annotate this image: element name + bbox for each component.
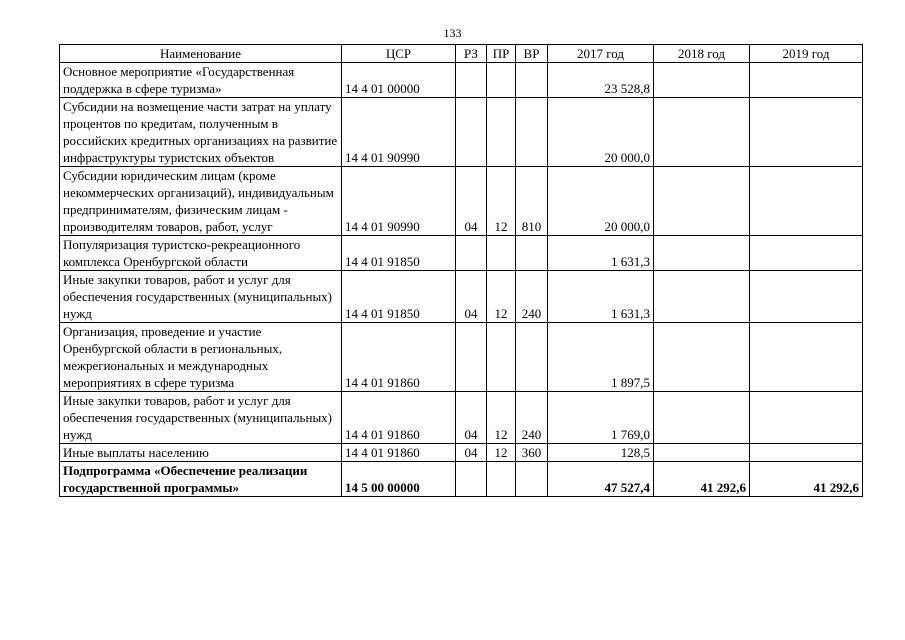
row-pr — [487, 462, 516, 497]
row-csr: 14 4 01 91860 — [342, 444, 456, 462]
row-2018 — [654, 323, 750, 392]
row-2018: 41 292,6 — [654, 462, 750, 497]
header-pr: ПР — [487, 45, 516, 63]
row-rz — [456, 236, 487, 271]
row-2018 — [654, 444, 750, 462]
row-2019 — [750, 444, 863, 462]
row-2018 — [654, 98, 750, 167]
row-2018 — [654, 236, 750, 271]
row-vr: 240 — [516, 392, 548, 444]
row-vr — [516, 63, 548, 98]
row-rz — [456, 98, 487, 167]
table-row — [60, 444, 863, 462]
row-csr: 14 5 00 00000 — [342, 462, 456, 497]
table-row-subprogram — [60, 462, 863, 497]
row-name: Подпрограмма «Обеспечение реализации государственной программы» — [60, 462, 342, 497]
row-2019 — [750, 392, 863, 444]
table-row — [60, 167, 863, 236]
page-number: 133 — [443, 26, 462, 40]
row-2019 — [750, 323, 863, 392]
row-2019 — [750, 63, 863, 98]
row-2017: 20 000,0 — [548, 167, 654, 236]
row-vr: 240 — [516, 271, 548, 323]
row-2019 — [750, 236, 863, 271]
row-pr: 12 — [487, 271, 516, 323]
header-2017: 2017 год — [548, 45, 654, 63]
row-pr — [487, 98, 516, 167]
row-pr — [487, 323, 516, 392]
row-2019 — [750, 271, 863, 323]
row-name: Субсидии на возмещение части затрат на уплату процентов по кредитам, полученным в российских кредитных организациях на развитие инфраструктуры туристских объектов — [60, 98, 342, 167]
row-2017: 1 631,3 — [548, 271, 654, 323]
row-csr: 14 4 01 00000 — [342, 63, 456, 98]
table-row — [60, 271, 863, 323]
row-vr — [516, 236, 548, 271]
header-rz: РЗ — [456, 45, 487, 63]
row-pr: 12 — [487, 392, 516, 444]
row-2019 — [750, 98, 863, 167]
table-row — [60, 63, 863, 98]
header-2018: 2018 год — [654, 45, 750, 63]
row-pr: 12 — [487, 444, 516, 462]
row-rz — [456, 323, 487, 392]
row-2017: 20 000,0 — [548, 98, 654, 167]
row-2019 — [750, 167, 863, 236]
row-vr: 360 — [516, 444, 548, 462]
header-name: Наименование — [60, 45, 342, 63]
row-vr — [516, 323, 548, 392]
row-name: Основное мероприятие «Государственная поддержка в сфере туризма» — [60, 63, 342, 98]
row-rz — [456, 462, 487, 497]
row-csr: 14 4 01 91850 — [342, 236, 456, 271]
budget-table — [59, 44, 863, 497]
row-2018 — [654, 167, 750, 236]
row-2019: 41 292,6 — [750, 462, 863, 497]
table-row — [60, 98, 863, 167]
table-row — [60, 392, 863, 444]
row-vr — [516, 98, 548, 167]
row-2017: 1 897,5 — [548, 323, 654, 392]
header-vr: ВР — [516, 45, 548, 63]
row-2018 — [654, 392, 750, 444]
table-header-row — [60, 45, 863, 63]
header-csr: ЦСР — [342, 45, 456, 63]
row-2017: 1 769,0 — [548, 392, 654, 444]
row-pr — [487, 63, 516, 98]
row-name: Субсидии юридическим лицам (кроме некоммерческих организаций), индивидуальным предпринимателям, физическим лицам - производителям товаров, работ, услуг — [60, 167, 342, 236]
row-csr: 14 4 01 90990 — [342, 98, 456, 167]
row-2017: 23 528,8 — [548, 63, 654, 98]
row-name: Популяризация туристско-рекреационного комплекса Оренбургской области — [60, 236, 342, 271]
header-2019: 2019 год — [750, 45, 863, 63]
table-row — [60, 323, 863, 392]
row-2018 — [654, 271, 750, 323]
row-rz: 04 — [456, 392, 487, 444]
row-name: Иные закупки товаров, работ и услуг для обеспечения государственных (муниципальных) нужд — [60, 392, 342, 444]
row-name: Иные закупки товаров, работ и услуг для обеспечения государственных (муниципальных) нужд — [60, 271, 342, 323]
row-2018 — [654, 63, 750, 98]
row-csr: 14 4 01 91860 — [342, 323, 456, 392]
row-rz — [456, 63, 487, 98]
table-row — [60, 236, 863, 271]
row-csr: 14 4 01 90990 — [342, 167, 456, 236]
row-csr: 14 4 01 91850 — [342, 271, 456, 323]
row-rz: 04 — [456, 167, 487, 236]
row-vr: 810 — [516, 167, 548, 236]
row-rz: 04 — [456, 271, 487, 323]
row-pr: 12 — [487, 167, 516, 236]
row-csr: 14 4 01 91860 — [342, 392, 456, 444]
row-pr — [487, 236, 516, 271]
row-2017: 47 527,4 — [548, 462, 654, 497]
row-name: Иные выплаты населению — [60, 444, 342, 462]
row-2017: 128,5 — [548, 444, 654, 462]
row-vr — [516, 462, 548, 497]
row-rz: 04 — [456, 444, 487, 462]
row-2017: 1 631,3 — [548, 236, 654, 271]
row-name: Организация, проведение и участие Оренбургской области в региональных, межрегиональных и международных мероприятиях в сфере туризма — [60, 323, 342, 392]
